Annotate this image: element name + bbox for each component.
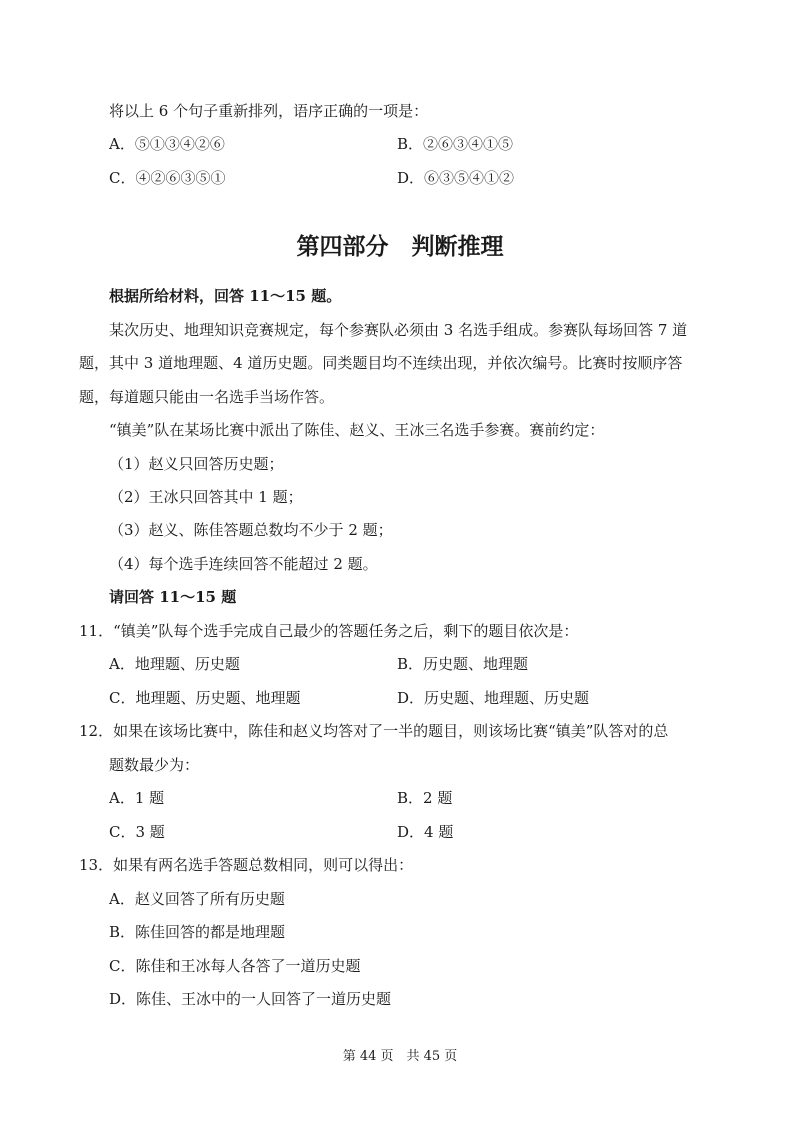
question-11-stem: 11．“镇美”队每个选手完成自己最少的答题任务之后，剩下的题目依次是： xyxy=(79,622,579,640)
question-13-option-c: C．陈佳和王冰每人各答了一道历史题 xyxy=(109,957,361,975)
material-paragraph-1-line-1: 某次历史、地理知识竞赛规定，每个参赛队必须由 3 名选手组成。参赛队每场回答 7 道 xyxy=(109,321,688,339)
material-paragraph-1-line-2: 题，其中 3 道地理题、4 道历史题。同类题目均不连续出现，并依次编号。比赛时按顺序答 xyxy=(79,354,683,372)
option-b: B．②⑥③④①⑤ xyxy=(397,135,514,153)
question-13-option-d: D．陈佳、王冰中的一人回答了一道历史题 xyxy=(109,990,392,1008)
rule-3: （3）赵义、陈佳答题总数均不少于 2 题； xyxy=(109,521,393,539)
question-13-option-a: A．赵义回答了所有历史题 xyxy=(109,890,285,908)
option-d: D．⑥③⑤④①② xyxy=(397,169,515,187)
rule-4: （4）每个选手连续回答不能超过 2 题。 xyxy=(109,555,378,573)
section-title: 第四部分 判断推理 xyxy=(296,234,504,260)
question-12-option-d: D．4 题 xyxy=(397,823,454,841)
option-c: C．④②⑥③⑤① xyxy=(109,169,226,187)
material-paragraph-1-line-3: 题，每道题只能由一名选手当场作答。 xyxy=(79,388,335,406)
rule-1: （1）赵义只回答历史题； xyxy=(109,455,284,473)
rule-2: （2）王冰只回答其中 1 题； xyxy=(109,488,303,506)
question-13-stem: 13．如果有两名选手答题总数相同，则可以得出： xyxy=(79,856,414,874)
question-12-option-a: A．1 题 xyxy=(109,789,165,807)
question-12-stem-line-1: 12．如果在该场比赛中，陈佳和赵义均答对了一半的题目，则该场比赛“镇美”队答对的总 xyxy=(79,722,669,740)
material-instruction: 根据所给材料，回答 11～15 题。 xyxy=(109,287,342,305)
question-11-option-b: B．历史题、地理题 xyxy=(397,655,529,673)
page-footer: 第 44 页 共 45 页 xyxy=(342,1049,458,1064)
question-13-option-b: B．陈佳回答的都是地理题 xyxy=(109,923,286,941)
question-12-stem-line-2: 题数最少为： xyxy=(109,756,200,774)
question-12-option-b: B．2 题 xyxy=(397,789,453,807)
question-11-option-c: C．地理题、历史题、地理题 xyxy=(109,689,301,707)
material-paragraph-2: “镇美”队在某场比赛中派出了陈佳、赵义、王冰三名选手参赛。赛前约定： xyxy=(109,421,605,439)
option-a: A．⑤①③④②⑥ xyxy=(109,135,225,153)
question-11-option-a: A．地理题、历史题 xyxy=(109,655,240,673)
previous-question-prompt: 将以上 6 个句子重新排列，语序正确的一项是： xyxy=(109,102,429,120)
question-11-option-d: D．历史题、地理题、历史题 xyxy=(397,689,590,707)
question-12-option-c: C．3 题 xyxy=(109,823,165,841)
answer-instruction: 请回答 11～15 题 xyxy=(109,588,237,606)
